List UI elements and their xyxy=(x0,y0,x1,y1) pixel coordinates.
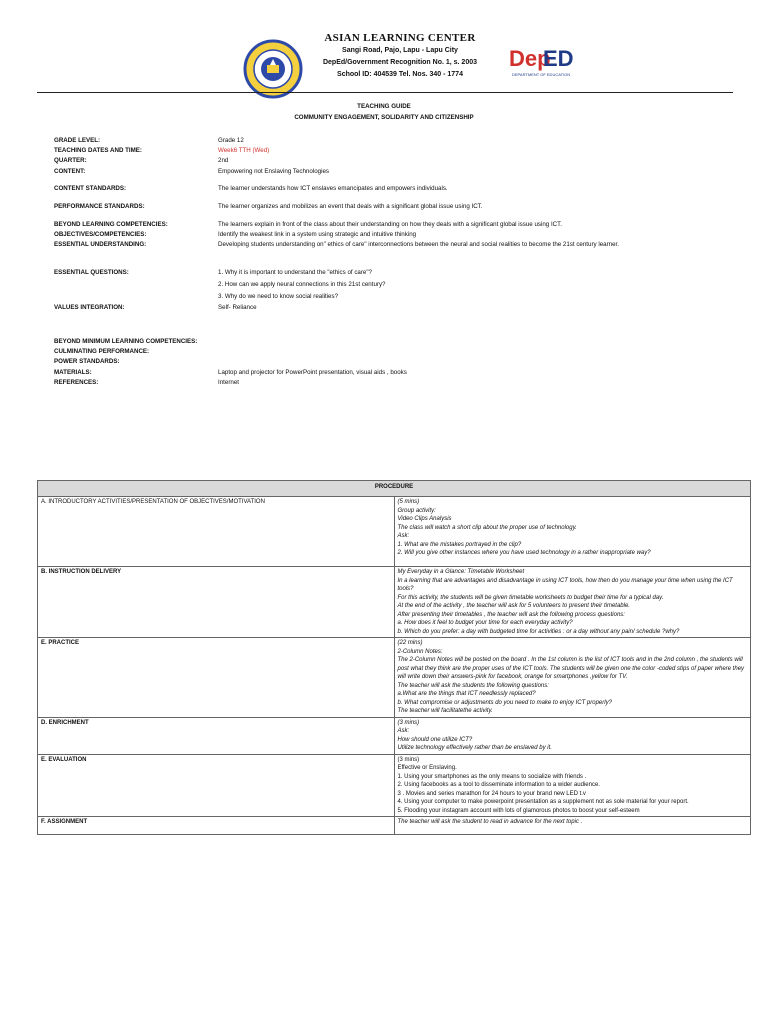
list-item: (3 mins) xyxy=(397,719,420,726)
list-item: 3 . Movies and series marathon for 24 hours to your brand new LED t.v xyxy=(397,790,586,797)
row-label-evaluation: E. EVALUATION xyxy=(38,754,395,817)
school-seal-icon xyxy=(243,39,303,99)
school-recognition: DepEd/Government Recognition No. 1, s. 2003 xyxy=(322,59,478,66)
list-item: 2. Will you give other instances where you have used technology in a rather inappropriate way? xyxy=(397,550,651,556)
guide-title: TEACHING GUIDE xyxy=(357,103,411,110)
list-item: The teacher will ask the student to read in advance for the next topic . xyxy=(397,819,583,825)
teaching-dates-label: TEACHING DATES AND TIME: xyxy=(54,147,142,154)
list-item: 1. Using your smartphones as the only means to socialize with friends . xyxy=(397,773,587,780)
essential-questions-label: ESSENTIAL QUESTIONS: xyxy=(54,269,129,276)
row-label-introductory: A. INTRODUCTORY ACTIVITIES/PRESENTATION OF OBJECTIVES/MOTIVATION xyxy=(38,497,395,567)
materials-value: Laptop and projector for PowerPoint presentation, visual aids , books xyxy=(218,369,407,376)
table-row xyxy=(38,497,751,567)
content-standards-value: The learner understands how ICT enslaves emancipates and empowers individuals. xyxy=(218,185,448,192)
school-id: School ID: 404539 Tel. Nos. 340 - 1774 xyxy=(337,71,463,78)
beyond-learning-value: The learners explain in front of the class about their understanding on how they deals with a significant global issue using ICT. xyxy=(218,221,562,228)
power-standards-label: POWER STANDARDS: xyxy=(54,358,120,365)
row-content-practice xyxy=(394,638,751,718)
list-item: b. Which do you prefer: a day with budgeted time for activities : or a day without any pain/ schedule ?why? xyxy=(397,628,680,635)
row-content-instruction xyxy=(394,567,751,638)
list-item: The teacher will ask the students the following questions: xyxy=(397,682,549,689)
row-content-assignment xyxy=(394,817,751,835)
row-content-introductory xyxy=(394,497,751,567)
objectives-label: OBJECTIVES/COMPETENCIES: xyxy=(54,231,147,238)
essential-understanding-value: Developing students understanding on" ethics of care" interconnections between the neural and social realities to become the 21st century learner. xyxy=(218,241,619,248)
essential-question-2: 2. How can we apply neural connections in this 21st century? xyxy=(218,281,386,288)
row-label-enrichment: D. ENRICHMENT xyxy=(38,717,395,754)
performance-standards-value: The learner organizes and mobilizes an event that deals with a significant global issue using ICT. xyxy=(218,203,483,210)
quarter-label: QUARTER: xyxy=(54,157,87,164)
values-integration-label: VALUES INTEGRATION: xyxy=(54,304,125,311)
grade-level-label: GRADE LEVEL: xyxy=(54,137,101,144)
list-item: (22 mins) xyxy=(397,640,423,646)
list-item: (5 mins) xyxy=(397,499,420,505)
row-label-practice: E. PRACTICE xyxy=(38,638,395,718)
list-item: Group activity: xyxy=(397,507,436,514)
list-item: (3 mins) xyxy=(397,756,420,763)
list-item: 1. What are the mistakes portrayed in the clip? xyxy=(397,541,522,548)
list-item: Utilize technology effectively rather than be enslaved by it. xyxy=(397,745,552,751)
row-label-instruction: B. INSTRUCTION DELIVERY xyxy=(38,567,395,638)
references-label: REFERENCES: xyxy=(54,379,99,386)
row-content-enrichment xyxy=(394,717,751,754)
culminating-performance-label: CULMINATING PERFORMANCE: xyxy=(54,348,150,355)
list-item: b. What compromise or adjustments do you need to make to enjoy ICT properly? xyxy=(397,699,612,706)
procedure-table xyxy=(37,480,751,835)
performance-standards-label: PERFORMANCE STANDARDS: xyxy=(54,203,145,210)
list-item: a.What are the things that ICT needlessly replaced? xyxy=(397,691,536,697)
guide-subtitle: COMMUNITY ENGAGEMENT, SOLIDARITY AND CITIZENSHIP xyxy=(294,114,474,121)
list-item: 2-Column Notes: xyxy=(397,648,443,655)
header-divider xyxy=(37,92,733,93)
list-item: How should one utilize ICT? xyxy=(397,736,473,743)
list-item: Effective or Enslaving. xyxy=(397,765,457,771)
svg-text:ED: ED xyxy=(543,46,574,71)
beyond-minimum-label: BEYOND MINIMUM LEARNING COMPETENCIES: xyxy=(54,338,198,345)
list-item: Video Clips Analysis xyxy=(397,516,452,522)
procedure-heading: PROCEDURE xyxy=(38,481,751,497)
teaching-dates-value: Week6 TTH (Wed) xyxy=(218,147,270,154)
list-item: The class will watch a short clip about the proper use of technology. xyxy=(397,524,577,531)
essential-question-1: 1. Why it is important to understand the "ethics of care"? xyxy=(218,269,372,276)
list-item: The teacher will facilitatethe activity. xyxy=(397,708,493,714)
svg-text:DEPARTMENT OF EDUCATION: DEPARTMENT OF EDUCATION xyxy=(512,72,571,77)
row-content-evaluation xyxy=(394,754,751,817)
list-item: 4. Using your computer to make powerpoint presentation as a supplement not as sole material for your report. xyxy=(397,799,689,805)
list-item: 2. Using facebooks as a tool to disseminate information to a wider audience. xyxy=(397,782,600,788)
deped-logo-icon xyxy=(509,42,574,82)
list-item: My Everyday in a Glance: Timetable Worksheet xyxy=(397,569,525,575)
table-row xyxy=(38,567,751,638)
content-standards-label: CONTENT STANDARDS: xyxy=(54,185,127,192)
list-item: For this activity, the students will be given timetable worksheets to budget their time for a typical day. xyxy=(397,594,664,601)
objectives-value: Identify the weakest link in a system using strategic and intuitive thinking xyxy=(218,231,417,238)
essential-question-3: 3. Why do we need to know social realities? xyxy=(218,293,339,300)
grade-level-value: Grade 12 xyxy=(218,137,244,144)
list-item: In a learning that are advantages and disadvantage in using ICT tools, how then do you manage your time when using the ICT tools? xyxy=(397,577,733,592)
school-name: ASIAN LEARNING CENTER xyxy=(324,32,476,44)
procedure-header-row xyxy=(38,481,751,497)
list-item: 5. Flooding your instagram account with lots of glamorous photos to boost your self-esteem xyxy=(397,807,640,814)
row-label-assignment: F. ASSIGNMENT xyxy=(38,817,395,835)
table-row xyxy=(38,638,751,718)
table-row xyxy=(38,817,751,835)
list-item: Ask: xyxy=(397,533,410,539)
school-address: Sangi Road, Pajo, Lapu - Lapu City xyxy=(342,47,458,54)
list-item: The 2-Column Notes will be posted on the board . In the 1st column is the list of ICT tools and in the 2nd column , the students will post what they think are the proper uses of the ICT tools. The students will be given one the color -coded stips of paper where they will write down their answers-pink for facebook, orange for smartphones ,yellow for TV. xyxy=(397,657,745,680)
list-item: After presenting their timetables , the teacher will ask the following process questions: xyxy=(397,611,625,618)
materials-label: MATERIALS: xyxy=(54,369,92,376)
table-row xyxy=(38,754,751,817)
svg-text:Dep: Dep xyxy=(509,46,551,71)
list-item: At the end of the activity , the teacher will ask for 5 volunteers to present their timetable. xyxy=(397,603,630,609)
list-item: a. How does it feel to budget your time for each everyday activity? xyxy=(397,620,573,626)
quarter-value: 2nd xyxy=(218,157,229,164)
essential-understanding-label: ESSENTIAL UNDERSTANDING: xyxy=(54,241,147,248)
references-value: Internet xyxy=(218,379,239,386)
content-label: CONTENT: xyxy=(54,168,86,175)
table-row xyxy=(38,717,751,754)
list-item: Ask: xyxy=(397,728,410,734)
content-value: Empowering not Enslaving Technologies xyxy=(218,168,329,175)
values-integration-value: Self- Reliance xyxy=(218,304,257,311)
beyond-learning-label: BEYOND LEARNING COMPETENCIES: xyxy=(54,221,168,228)
